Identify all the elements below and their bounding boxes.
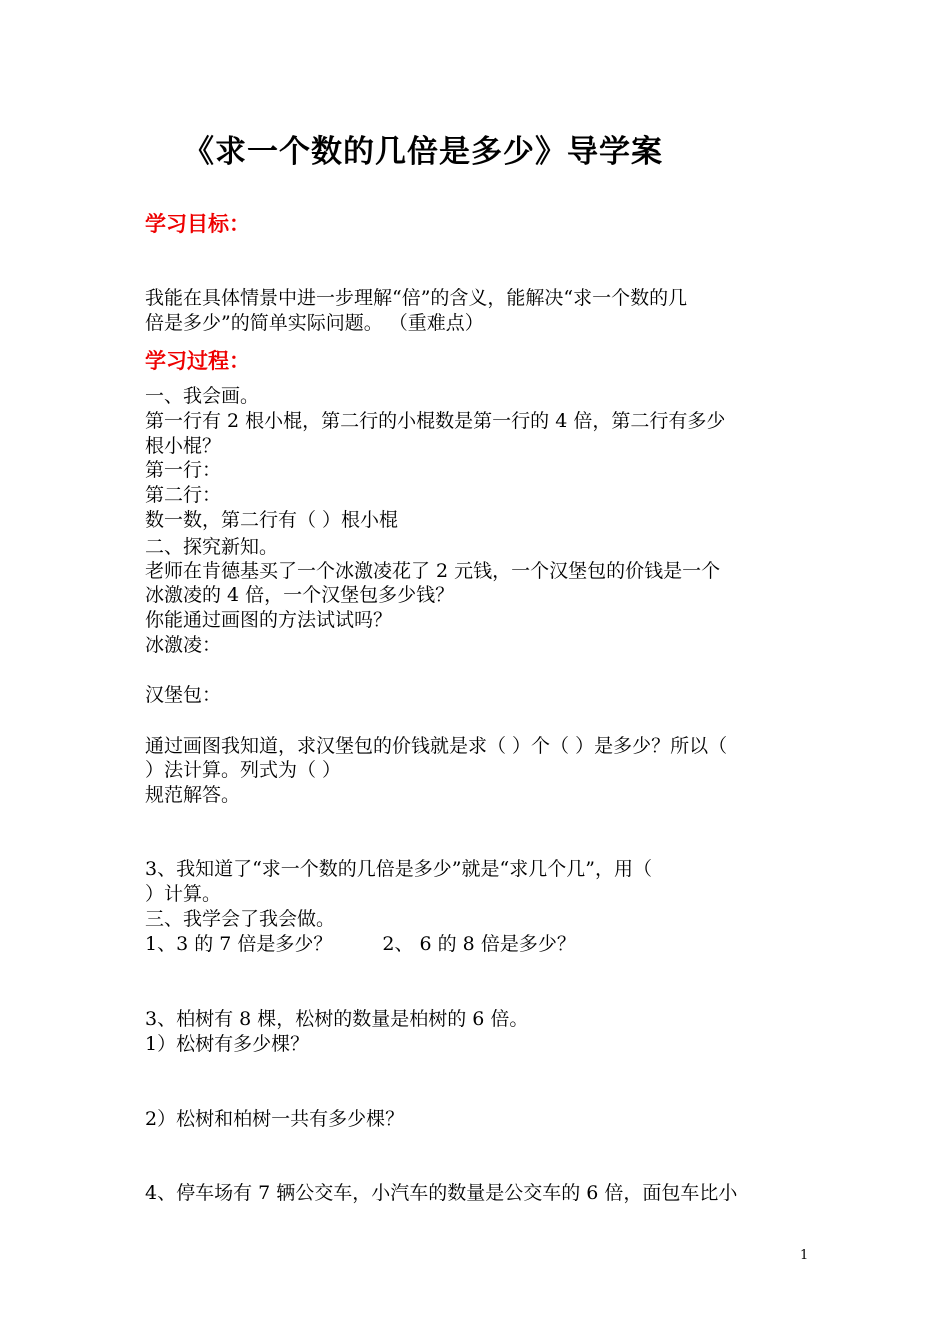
- question-2: 2、 6 的 8 倍是多少？: [382, 933, 576, 955]
- section2-line: 冰激凌：: [145, 634, 222, 656]
- question-3b: 2）松树和柏树一共有多少棵？: [145, 1108, 405, 1130]
- section1-line: 根小棍？: [145, 435, 222, 457]
- page-number: 1: [800, 1248, 809, 1263]
- exercise-row: [145, 932, 576, 957]
- hamburger-label: 汉堡包：: [145, 684, 222, 706]
- page-title: 《求一个数的几倍是多少》导学案: [183, 134, 663, 170]
- question-4: 4、停车场有 7 辆公交车，小汽车的数量是公交车的 6 倍，面包车比小: [145, 1182, 738, 1204]
- section3-line: ）法计算。列式为（ ）: [145, 759, 342, 781]
- section2-line: 二、探究新知。: [145, 536, 279, 558]
- section2-line: 冰激凌的 4 倍，一个汉堡包多少钱？: [145, 584, 455, 606]
- process-heading: 学习过程：: [145, 349, 250, 373]
- section4-line: 三、我学会了我会做。: [145, 908, 336, 930]
- section2-line: 老师在肯德基买了一个冰激凌花了 2 元钱，一个汉堡包的价钱是一个: [145, 560, 721, 582]
- goals-heading: 学习目标：: [145, 212, 250, 236]
- section3-line: 规范解答。: [145, 784, 241, 806]
- section4-line: 3、我知道了“求一个数的几倍是多少”就是“求几个几”，用（: [145, 858, 652, 880]
- question-1: 1、3 的 7 倍是多少？: [145, 933, 333, 955]
- question-3: 3、柏树有 8 棵，松树的数量是柏树的 6 倍。: [145, 1008, 529, 1030]
- section1-line: 第一行：: [145, 459, 222, 481]
- section3-line: 通过画图我知道，求汉堡包的价钱就是求（ ）个（ ）是多少？所以（: [145, 735, 728, 757]
- section1-line: 一、我会画。: [145, 385, 260, 407]
- section2-line: 你能通过画图的方法试试吗？: [145, 609, 393, 631]
- section4-line: ）计算。: [145, 883, 222, 905]
- question-3a: 1）松树有多少棵？: [145, 1033, 310, 1055]
- section1-line: 第一行有 2 根小棍，第二行的小棍数是第一行的 4 倍，第二行有多少: [145, 410, 726, 432]
- section1-line: 第二行：: [145, 484, 222, 506]
- goals-line-2: 倍是多少”的简单实际问题。 （重难点）: [145, 312, 484, 334]
- goals-line-1: 我能在具体情景中进一步理解“倍”的含义，能解决“求一个数的几: [145, 287, 688, 309]
- section1-line: 数一数，第二行有（ ）根小棍: [145, 509, 399, 531]
